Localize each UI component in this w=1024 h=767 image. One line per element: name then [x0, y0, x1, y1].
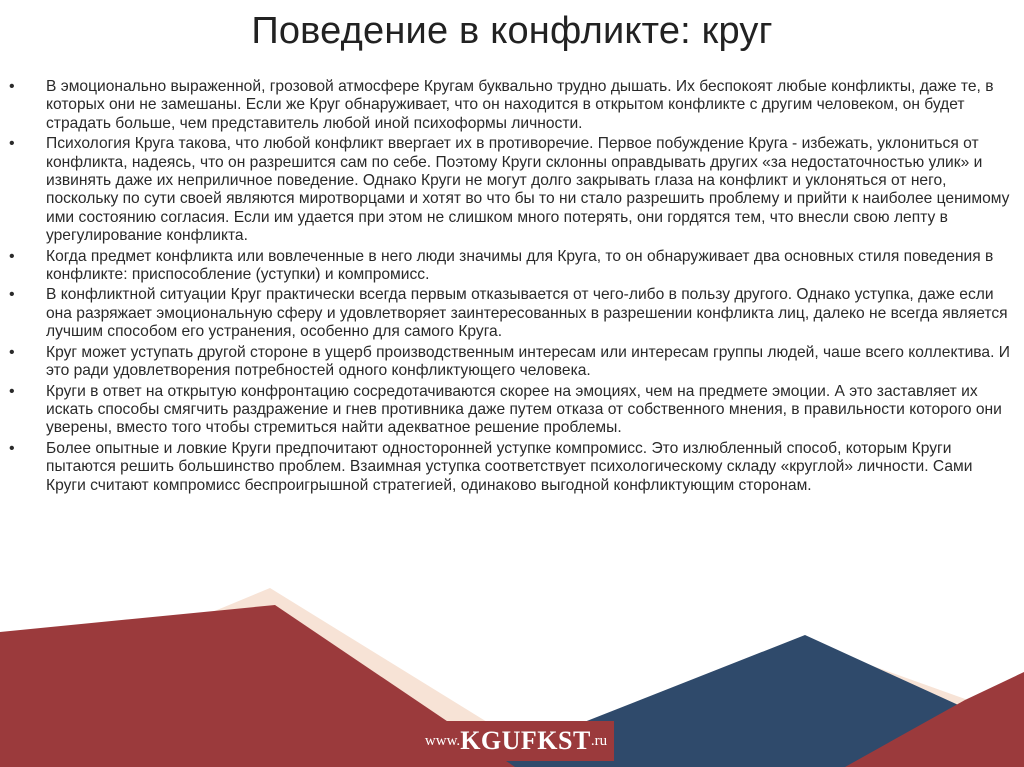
bullet-text: Круги в ответ на открытую конфронтацию сосредотачиваются скорее на эмоциях, чем на предмете эмоции. А это заставляет их искать способы смягчить раздражение и гнев противника даже путем отказа от собственного мнения, в правильности которого они уверены, вместо того чтобы стремиться найти адекватное решение проблемы. [46, 382, 1002, 437]
bullet-marker: • [9, 382, 15, 400]
bullet-text: В конфликтной ситуации Круг практически всегда первым отказывается от чего-либо в пользу другого. Однако уступка, даже если она разряжает эмоциональную сферу и удовлетворяет заинтересованных в разрешении конфликта лиц, далеко не всегда является лучшим способом его устранения, особенно для самого Круга. [46, 286, 1008, 341]
bullet-marker: • [9, 343, 15, 361]
bullet-item [8, 248, 1016, 285]
bullet-item [8, 135, 1016, 245]
bullet-text: Психология Круга такова, что любой конфликт ввергает их в противоречие. Первое побуждение Круга - избежать, уклониться от конфликта, надеясь, что он разрешится сам по себе. Поэтому Круги склонны оправдывать других «за недостаточностью улик» и извинять даже их неприличное поведение. Однако Круги не могут долго закрывать глаза на конфликт и уклоняться от него, поскольку по сути своей являются миротворцами и хотят во что бы то ни стало разрешить проблему и прийти к наиболее ценимому ими состоянию согласия. Если им удается при этом не слишком много потерять, они гордятся тем, что внесли свою лепту в урегулирование конфликта. [46, 135, 1010, 245]
bullet-item [8, 383, 1016, 438]
bullet-marker: • [9, 286, 15, 304]
bullet-marker: • [9, 78, 15, 95]
bullet-marker: • [9, 247, 15, 265]
bullet-marker: • [9, 135, 15, 153]
bullet-text: Круг может уступать другой стороне в ущерб производственным интересам или интересам группы людей, чаше всего коллектива. И это ради удовлетворения потребностей одного конфликтующего человека. [46, 343, 1010, 380]
bullet-text: Более опытные и ловкие Круги предпочитают односторонней уступке компромисс. Это излюбленный способ, которым Круги пытаются решить большинство проблем. Взаимная уступка соответствует психологическому складу «круглой» личности. Сами Круги считают компромисс беспроигрышной стратегией, одинаково выгодной конфликтующим сторонам. [46, 439, 973, 494]
slide-title: Поведение в конфликте: круг [251, 10, 773, 52]
bullet-text: Когда предмет конфликта или вовлеченные в него люди значимы для Круга, то он обнаруживает два основных стиля поведения в конфликте: приспособление (уступки) и компромисс. [46, 247, 994, 284]
bullet-item [8, 286, 1016, 341]
bullet-item [8, 78, 1016, 133]
slide-body [8, 78, 1016, 497]
logo-tld: .ru [590, 732, 608, 749]
bullet-item [8, 344, 1016, 381]
site-logo[interactable] [418, 721, 614, 761]
bullet-text: В эмоционально выраженной, грозовой атмосфере Кругам буквально трудно дышать. Их беспокоят любые конфликты, даже те, в которых они не замешаны. Если же Круг обнаруживает, что он находится в открытом конфликте с другим человеком, он будет страдать больше, чем представитель любой иной психоформы личности. [46, 78, 994, 132]
logo-brand: KGUFKST [460, 726, 591, 755]
logo-www: www. [424, 732, 461, 749]
bullet-marker: • [9, 439, 15, 457]
bullet-item [8, 440, 1016, 495]
bullet-list [8, 78, 1016, 495]
